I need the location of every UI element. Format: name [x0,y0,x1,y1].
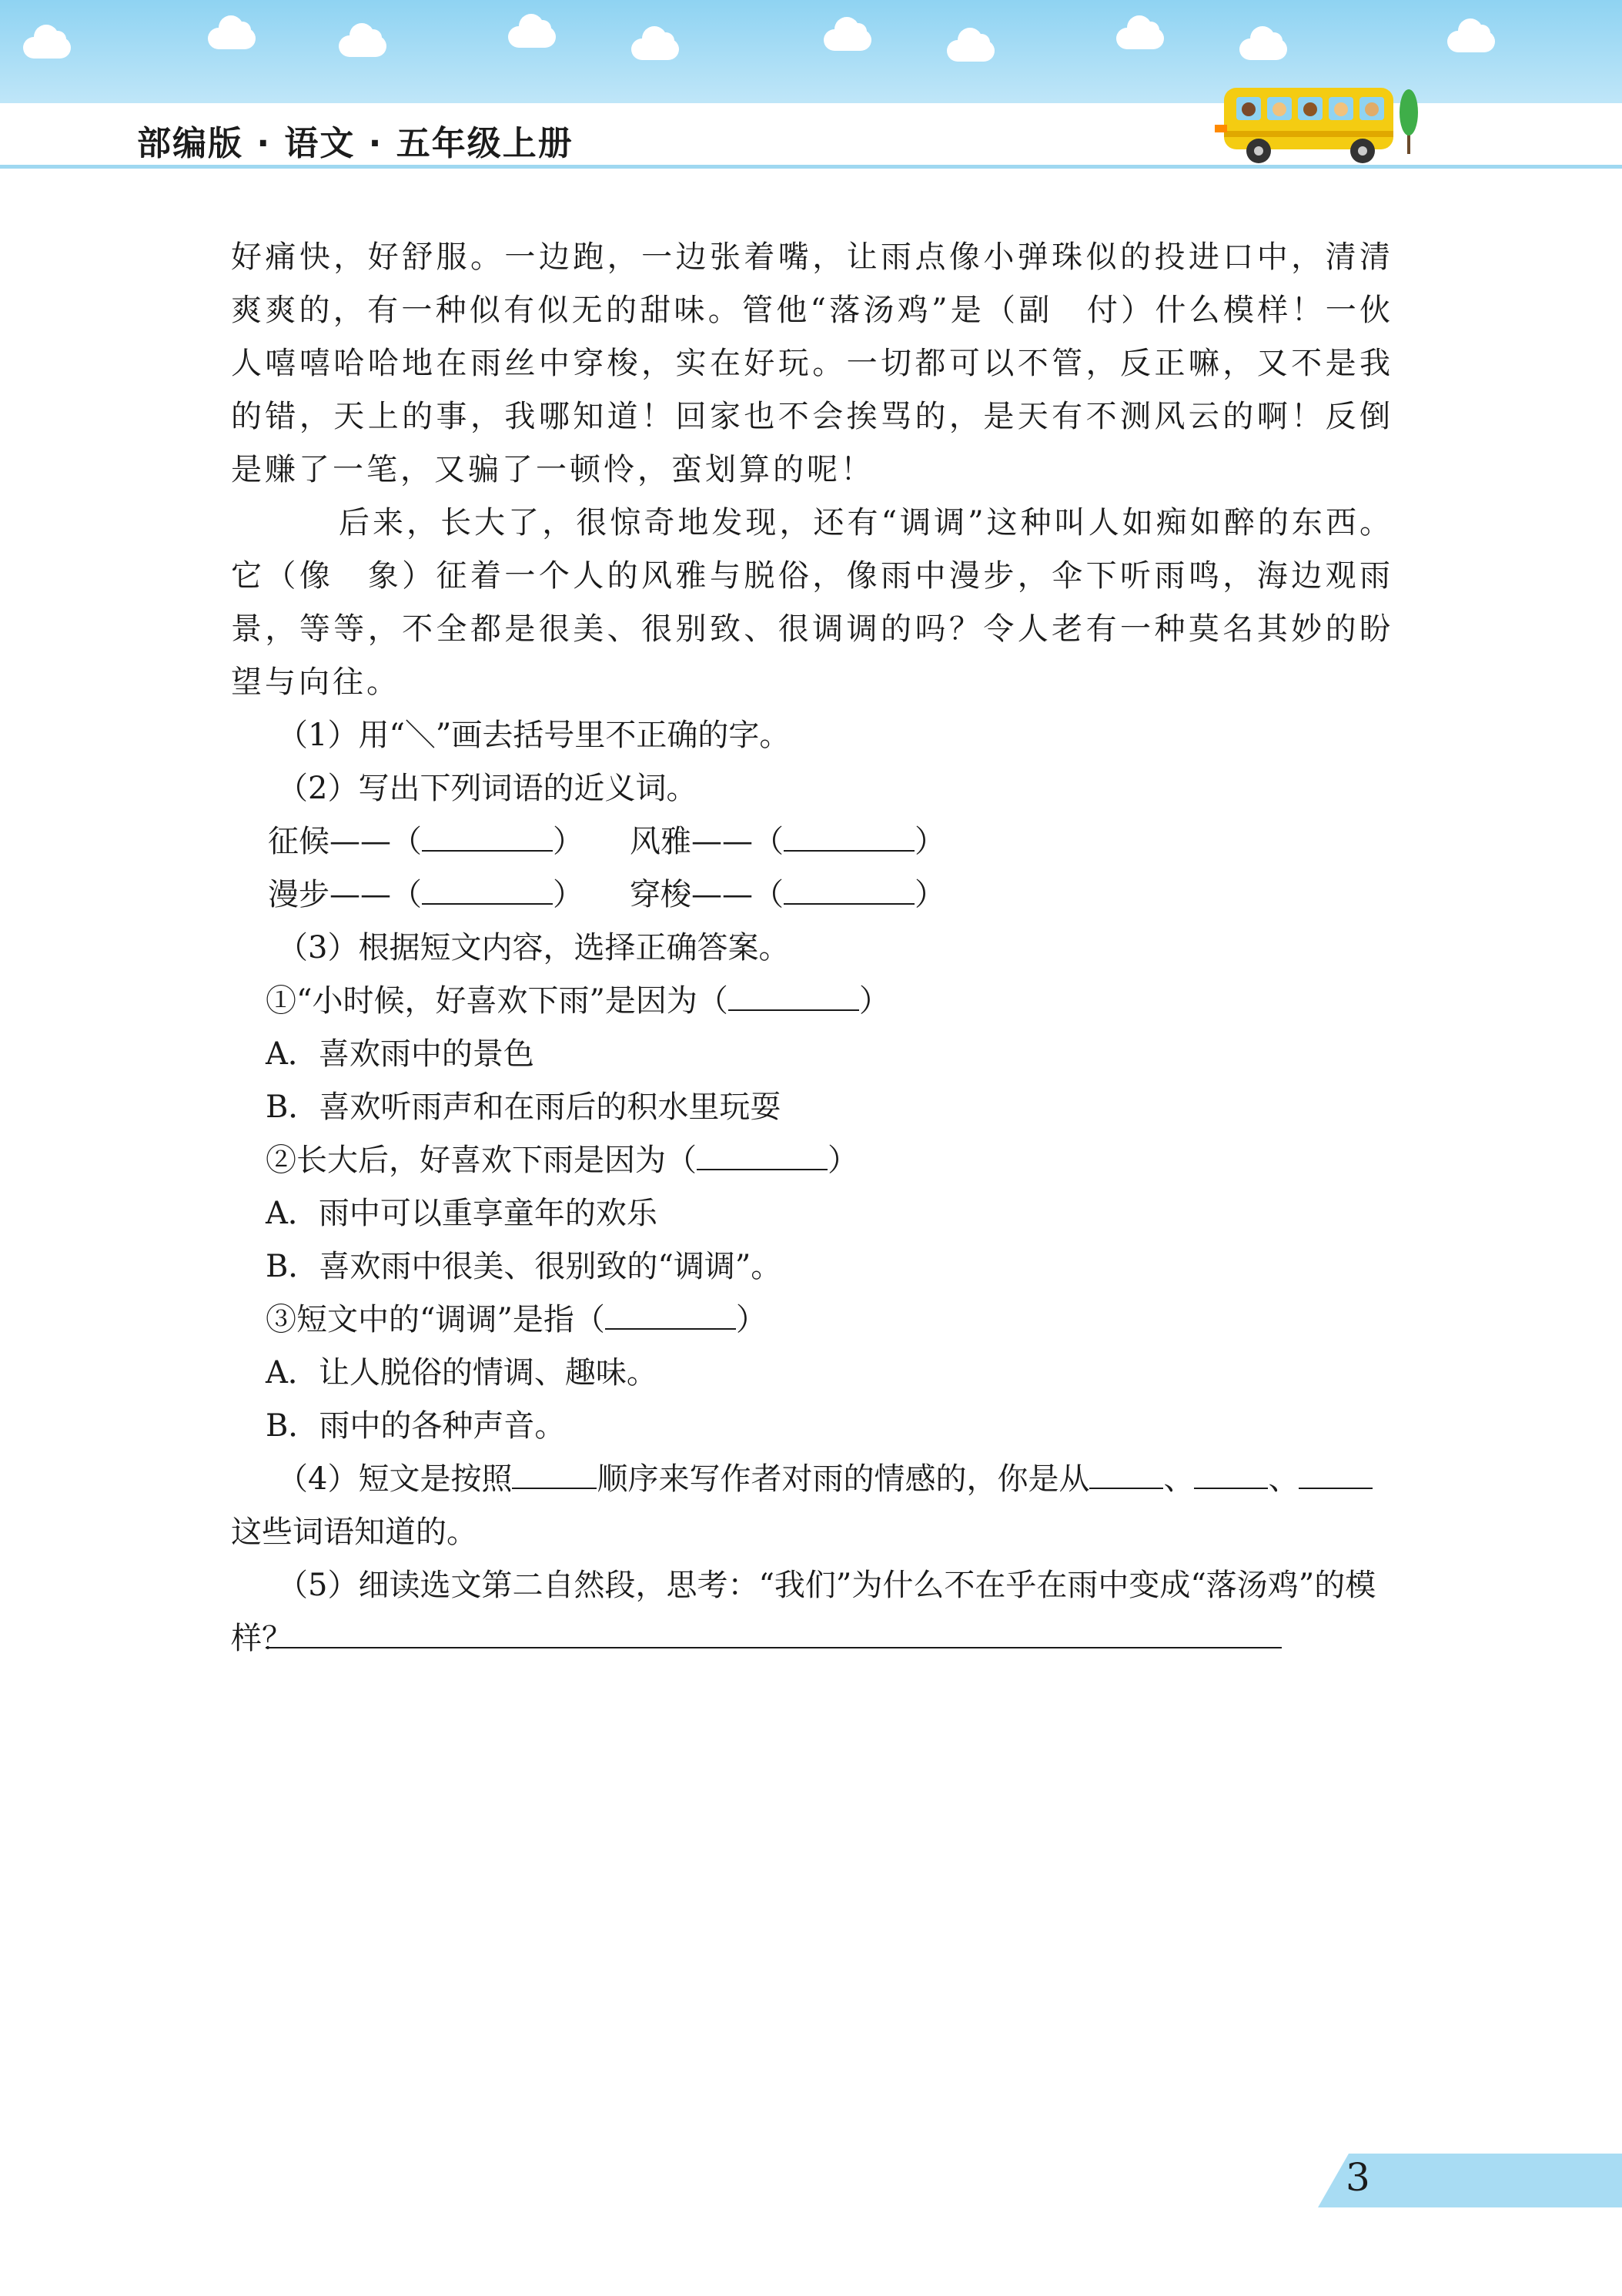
question-3-1-stem: ①“小时候，好喜欢下雨”是因为（ ） [231,975,1393,1028]
answer-writing-line[interactable] [266,1647,1282,1648]
cloud-icon [23,37,71,59]
synonym-word: 漫步——（ [268,877,422,912]
question-4: （4）短文是按照 顺序来写作者对雨的情感的，你是从 、 、 [231,1453,1393,1506]
passage-paragraph-1: 好痛快，好舒服。一边跑，一边张着嘴，让雨点像小弹珠似的投进口中，清清爽爽的，有一种似有似无的甜味。管他“落汤鸡”是（副 付）什么模样！一伙人嘻嘻哈哈地在雨丝中穿梭，实在好玩。一切都可以不管，反正嘛，又不是我的错，天上的事，我哪知道！回家也不会挨骂的，是天有不测风云的啊！反倒是赚了一笔，又骗了一顿怜，蛮划算的呢！ [231,239,1393,487]
option-b: B．喜欢雨中很美、很别致的“调调”。 [266,1249,782,1284]
synonym-row-1: 征候——（ ） 风雅——（ ） [231,815,1393,869]
answer-blank[interactable] [697,1138,828,1170]
option-a: A．喜欢雨中的景色 [266,1036,534,1072]
synonym-word: 风雅——（ [630,824,784,859]
option-a: A．雨中可以重享童年的欢乐 [266,1196,657,1231]
question-2: （2）写出下列词语的近义词。 [277,771,697,806]
synonym-word: 穿梭——（ [630,877,784,912]
answer-blank[interactable] [784,819,915,852]
passage-paragraph-2: 后来，长大了，很惊奇地发现，还有“调调”这种叫人如痴如醉的东西。它（像 象）征着一个人的风雅与脱俗，像雨中漫步，伞下听雨鸣，海边观雨景，等等，不全都是很美、很别致、很调调的吗？令人老有一种莫名其妙的盼望与向往。 [231,505,1393,700]
cloud-icon [339,35,386,57]
cloud-icon [1239,38,1287,60]
cloud-icon [1116,28,1164,49]
option-b: B．喜欢听雨声和在雨后的积水里玩耍 [266,1089,781,1125]
exercise-content [231,231,1393,1665]
question-3: （3）根据短文内容，选择正确答案。 [277,930,790,966]
answer-blank[interactable] [784,872,915,905]
cloud-icon [208,28,256,49]
answer-blank[interactable] [728,979,859,1011]
option-a: A．让人脱俗的情调、趣味。 [266,1355,657,1391]
answer-blank[interactable] [605,1297,736,1330]
answer-blank[interactable] [1299,1457,1373,1489]
synonym-row-2: 漫步——（ ） 穿梭——（ ） [231,869,1393,922]
cloud-icon [947,40,995,62]
school-bus-icon [1209,77,1424,169]
answer-blank[interactable] [1089,1457,1163,1489]
question-3-3-stem: ③短文中的“调调”是指（ ） [231,1294,1393,1347]
cloud-icon [1447,31,1495,52]
answer-blank[interactable] [422,872,553,905]
book-title: 部编版 · 语文 · 五年级上册 [137,124,574,163]
answer-blank[interactable] [1194,1457,1268,1489]
question-3-2-stem: ②长大后，好喜欢下雨是因为（ ） [231,1134,1393,1187]
question-5: （5）细读选文第二自然段，思考：“我们”为什么不在乎在雨中变成“落汤鸡”的模样？ [231,1568,1376,1656]
cloud-icon [824,29,871,51]
synonym-word: 征候——（ [268,824,422,859]
answer-blank[interactable] [422,819,553,852]
question-4-cont: 这些词语知道的。 [231,1514,477,1550]
page-number: 3 [1346,2155,1370,2200]
cloud-icon [508,26,556,48]
answer-blank[interactable] [512,1457,597,1489]
option-b: B．雨中的各种声音。 [266,1408,566,1444]
cloud-icon [631,38,679,60]
question-1: （1）用“＼”画去括号里不正确的字。 [277,718,791,753]
